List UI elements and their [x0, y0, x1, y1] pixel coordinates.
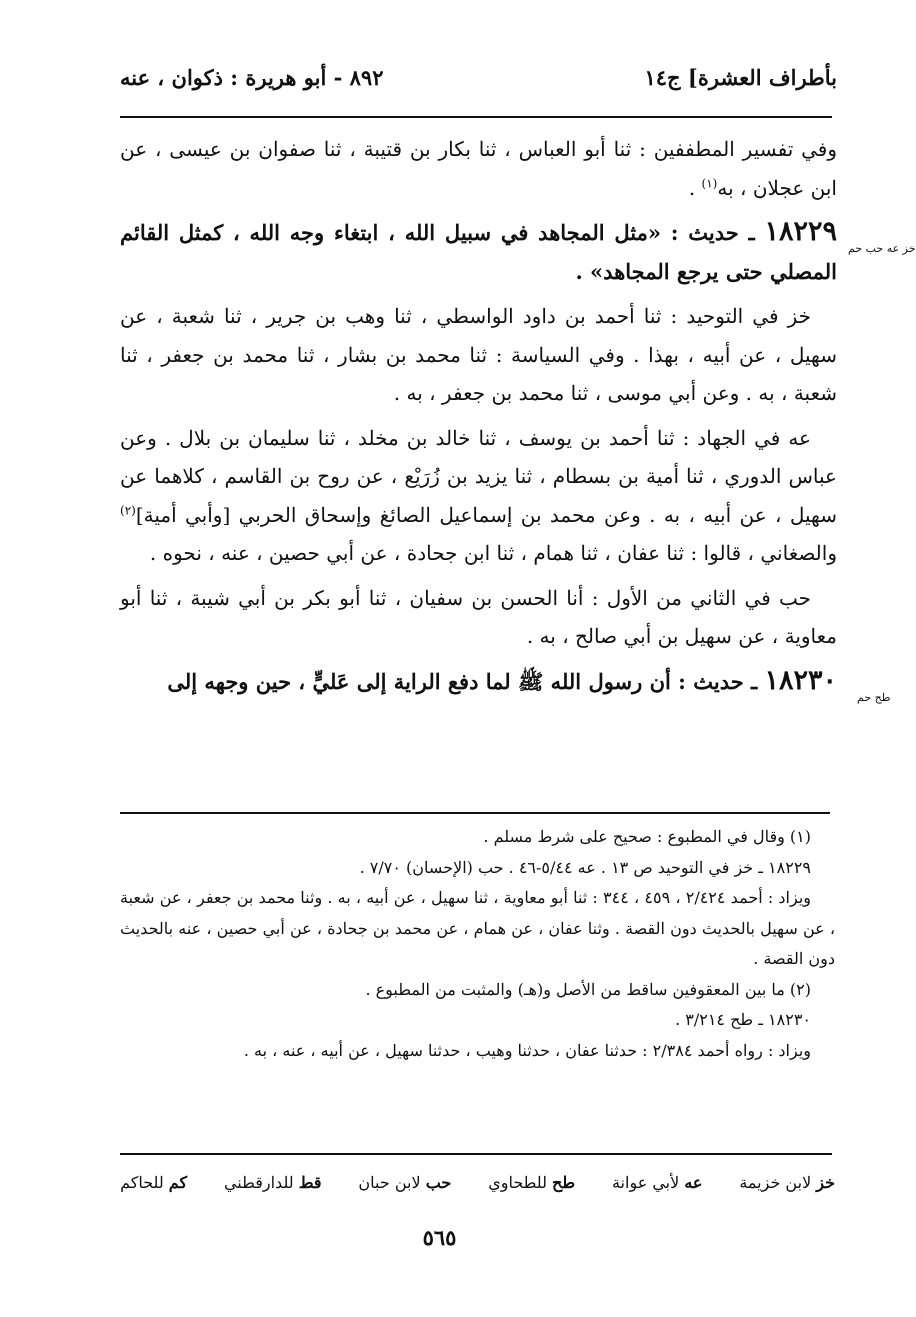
footnote-source-18230: ١٨٢٣٠ ـ طح ٣/٢١٤ . — [675, 1010, 811, 1029]
paragraph-text: عه في الجهاد : ثنا أحمد بن يوسف ، ثنا خالد بن مخلد ، ثنا سليمان بن بلال . وعن عباس الدوري ، ثنا أمية بن بسطام ، ثنا يزيد بن زُرَيْع ، عن روح بن القاسم ، كلاهما عن سهيل ، عن أبيه ، به . وعن محمد بن إسماعيل الصائغ وإسحاق الحربي [وأبي أمية] — [120, 425, 837, 527]
abbreviation-meaning: للحاكم — [120, 1173, 169, 1192]
abbreviation-code: قط — [298, 1173, 322, 1192]
abbreviation-meaning: لابن حبان — [358, 1173, 426, 1192]
footnote-2: (٢) ما بين المعقوفين ساقط من الأصل و(هـ) والمثبت من المطبوع . — [365, 979, 811, 999]
hadith-label: ـ حديث : — [661, 220, 765, 245]
abbreviations-rule — [120, 1153, 832, 1155]
paragraph-text: وفي تفسير المطففين : ثنا أبو العباس ، ثنا بكار بن قتيبة ، ثنا صفوان بن عيسى ، عن ابن عجلان ، به — [120, 137, 837, 200]
paragraph-hibban: حب في الثاني من الأول : أنا الحسن بن سفيان ، ثنا أبو بكر بن أبي شيبة ، ثنا أبو معاوية ، عن سهيل بن أبي صالح ، به . — [120, 585, 837, 648]
paragraph-tafsir — [120, 130, 837, 207]
abbreviations-key — [120, 1168, 835, 1198]
hadith-text: أن رسول الله ﷺ لما دفع الراية إلى عَليٍّ ، حين وجهه إلى — [167, 668, 671, 694]
abbreviation-meaning: للطحاوي — [488, 1173, 553, 1192]
paragraph-end: . — [688, 175, 702, 200]
footnote-addition-18230: ويزاد : رواه أحمد ٢/٣٨٤ : حدثنا عفان ، حدثنا وهيب ، حدثنا سهيل ، عن أبيه ، عنه ، به . — [243, 1040, 811, 1060]
hadith-18229 — [120, 213, 916, 291]
page-number: ٥٦٥ — [422, 1225, 457, 1250]
header-book-title: بأطراف العشرة] ج١٤ — [644, 65, 837, 90]
hadith-number: ١٨٢٢٩ — [764, 216, 837, 247]
abbreviation-code: عه — [684, 1173, 703, 1192]
footnote-source-18229: ١٨٢٢٩ ـ خز في التوحيد ص ١٣ . عه ٥/٤٤-٤٦ . حب (الإحسان) ٧/٧٠ . — [359, 857, 811, 877]
footnote-ref-1: (١) — [701, 175, 718, 190]
abbreviation-item — [224, 1168, 322, 1198]
paragraph-text-cont: والصغاني ، قالوا : ثنا عفان ، ثنا همام ، ثنا ابن جحادة ، عن أبي حصين ، عنه ، نحوه . — [149, 541, 837, 565]
hadith-18230 — [120, 662, 891, 704]
main-text — [120, 130, 916, 704]
paragraph-awana — [120, 419, 837, 573]
abbreviation-meaning: لابن خزيمة — [739, 1173, 817, 1192]
source-symbols: خز عه حب حم — [848, 242, 916, 255]
paragraph-khuz: خز في التوحيد : ثنا أحمد بن داود الواسطي ، ثنا وهب بن جرير ، ثنا شعبة ، عن سهيل ، عن أبيه ، بهذا . وفي السياسة : ثنا محمد بن بشار ، ثنا محمد بن جعفر ، ثنا شعبة ، به . وعن أبي موسى ، ثنا محمد بن جعفر ، به . — [120, 304, 837, 405]
footnote-addition-18229: ويزاد : أحمد ٢/٤٢٤ ، ٤٥٩ ، ٣٤٤ : ثنا أبو معاوية ، ثنا سهيل ، عن أبيه ، به . وثنا محمد بن جعفر ، عن شعبة ، عن سهيل بالحديث دون القصة . وثنا عفان ، عن همام ، عن محمد بن جحادة ، عن أبي حصين ، عنه بالحديث دون القصة . — [120, 888, 835, 968]
header-rule — [120, 116, 832, 118]
hadith-label: ـ حديث : — [670, 668, 765, 694]
abbreviation-item — [120, 1168, 187, 1198]
abbreviation-meaning: لأبي عوانة — [611, 1173, 685, 1192]
hadith-number: ١٨٢٣٠ — [764, 664, 837, 696]
abbreviation-item — [612, 1168, 703, 1198]
abbreviation-item — [739, 1168, 835, 1198]
abbreviation-item — [358, 1168, 451, 1198]
abbreviation-item — [488, 1168, 575, 1198]
footnote-ref-2: (٢) — [120, 502, 136, 517]
running-header — [120, 58, 837, 98]
abbreviation-code: حب — [425, 1173, 452, 1192]
footnote-1: (١) وقال في المطبوع : صحيح على شرط مسلم . — [483, 827, 811, 846]
abbreviation-code: خز — [816, 1173, 835, 1192]
hadith-text: «مثل المجاهد في سبيل الله ، ابتغاء وجه الله ، كمثل القائم المصلي حتى يرجع المجاهد» . — [120, 220, 837, 284]
source-symbols: طح حم — [857, 690, 891, 704]
abbreviation-code: طح — [552, 1173, 576, 1192]
abbreviation-code: كم — [168, 1173, 188, 1192]
footnotes — [120, 822, 835, 1066]
footnote-rule — [120, 812, 830, 814]
abbreviation-meaning: للدارقطني — [223, 1173, 299, 1192]
header-section-title: ٨٩٢ - أبو هريرة : ذكوان ، عنه — [120, 65, 384, 90]
